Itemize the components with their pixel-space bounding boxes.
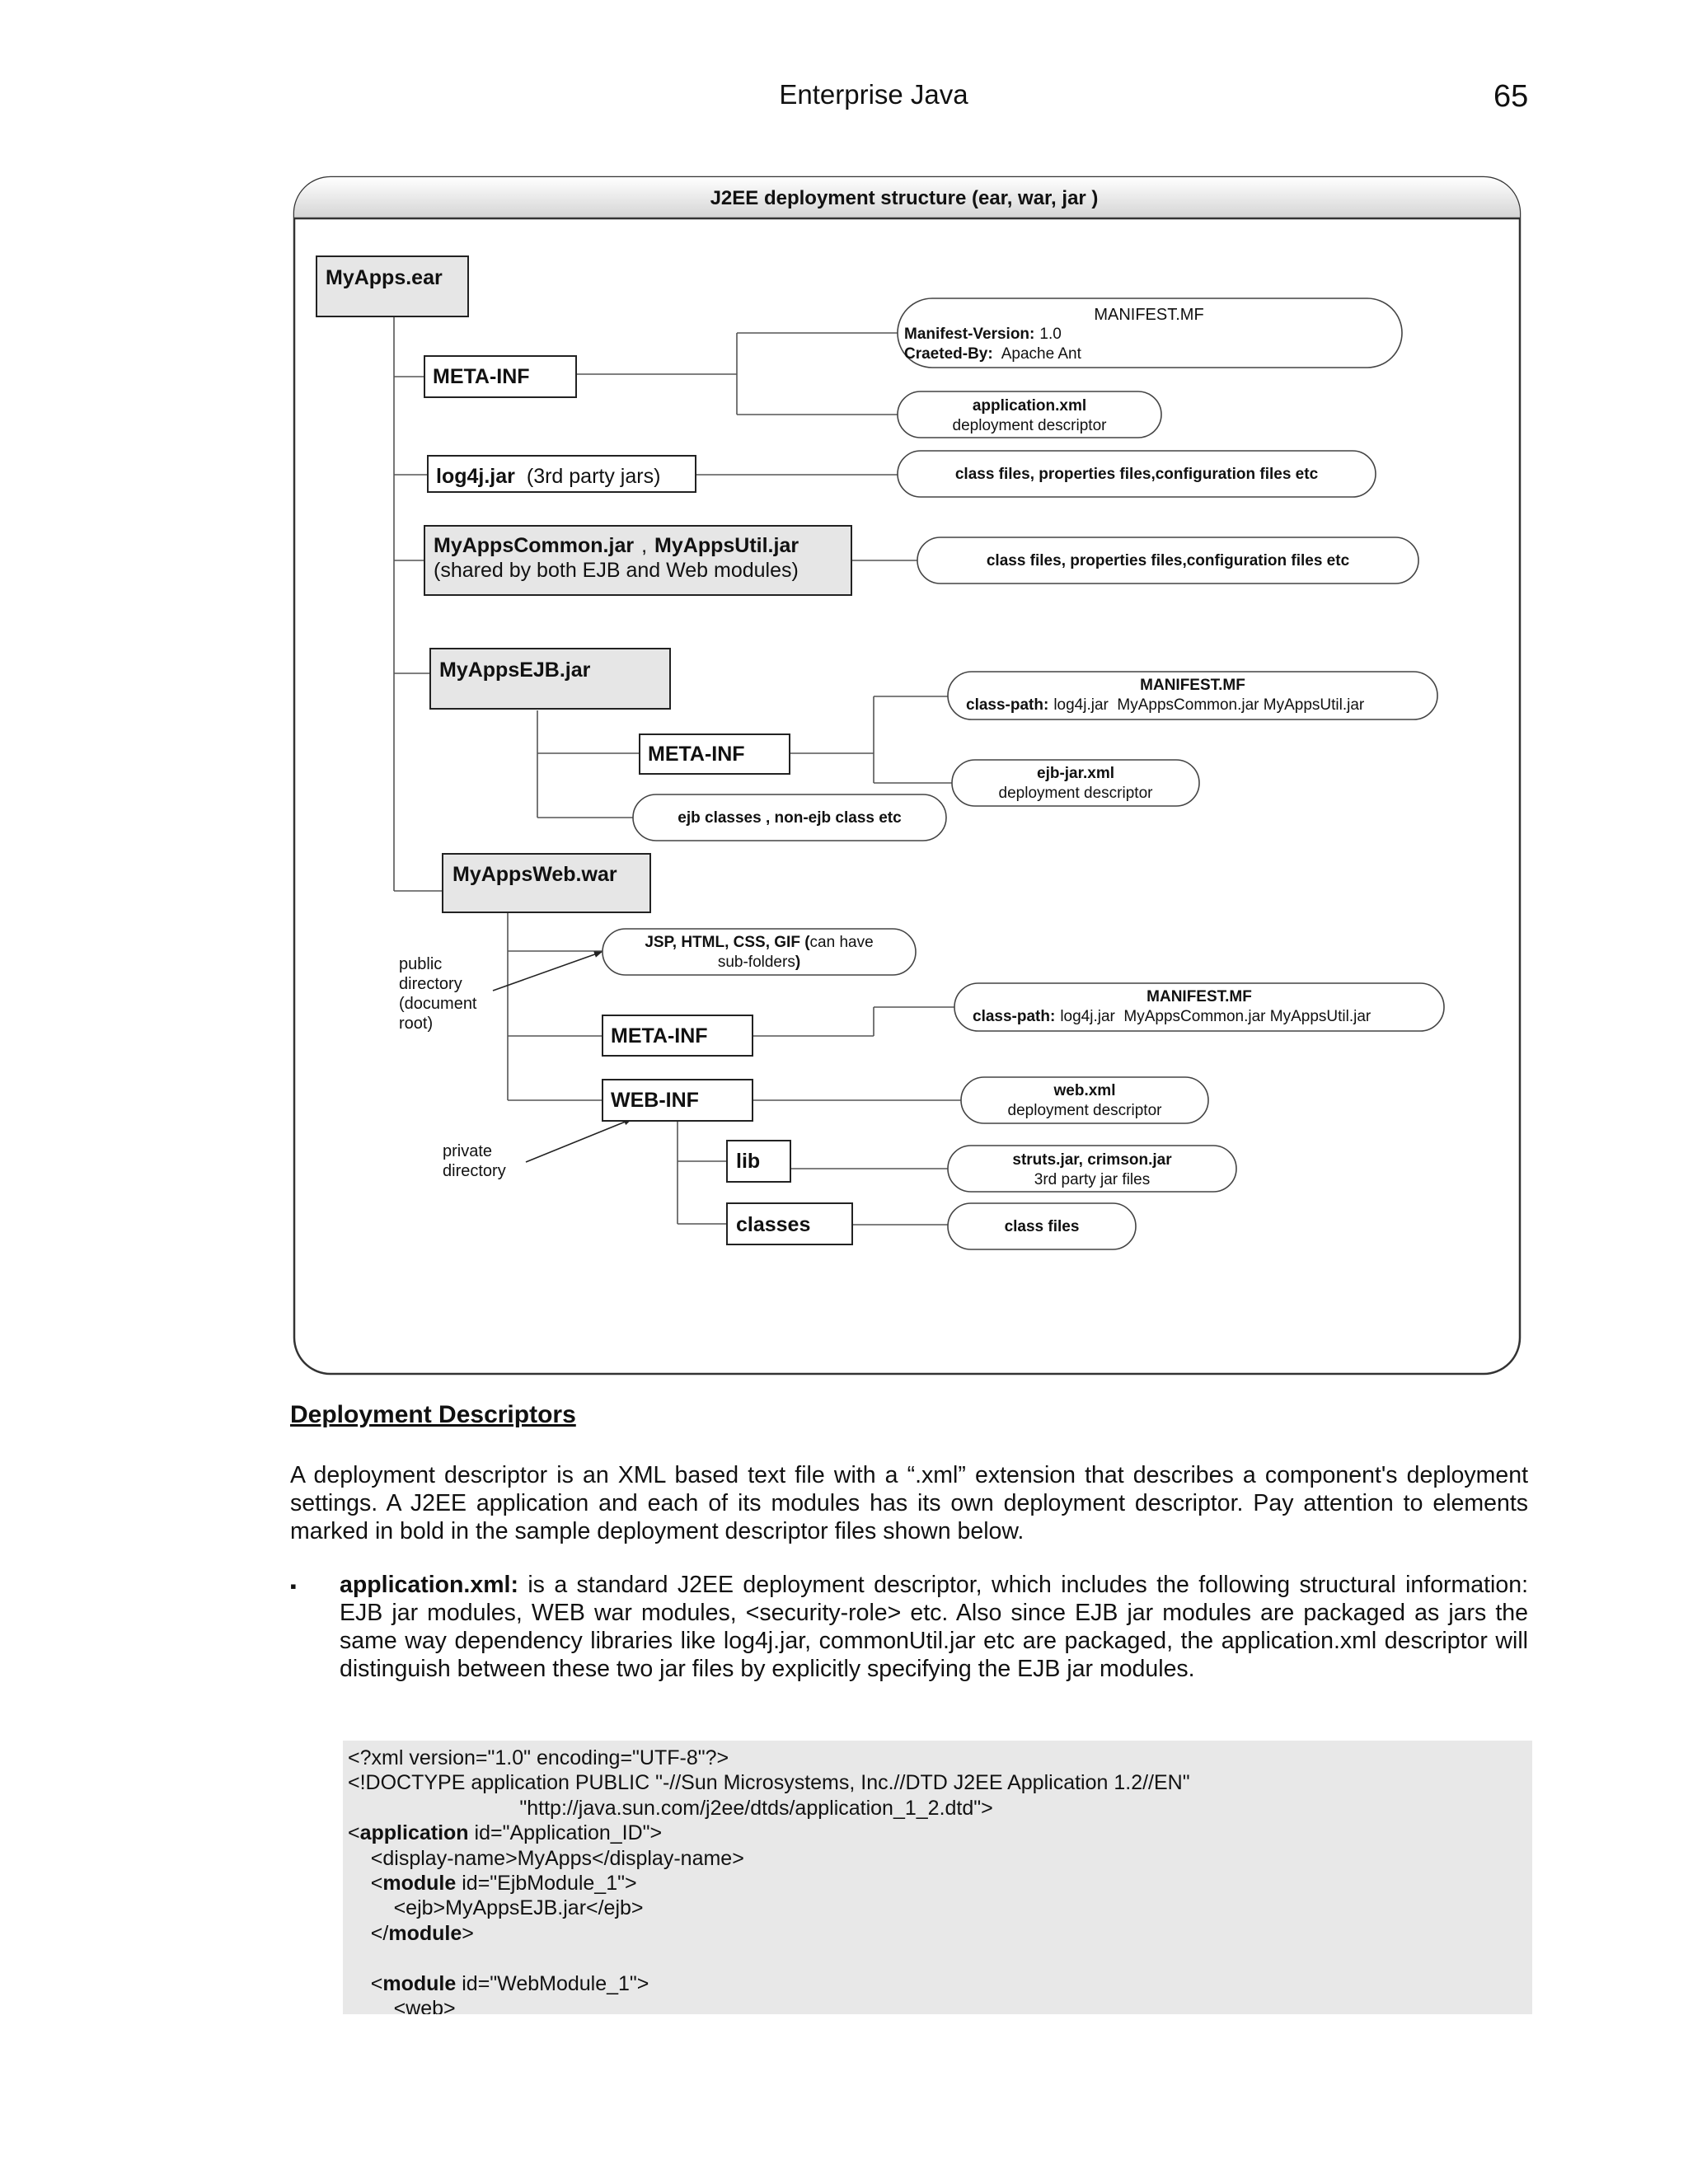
code-keyword: module xyxy=(382,1871,457,1895)
ejb-jar-xml-desc: deployment descriptor xyxy=(998,785,1153,802)
code-token: < xyxy=(348,1871,383,1895)
web-classpath-value: log4j.jar MyAppsCommon.jar MyAppsUtil.jar xyxy=(1060,1008,1372,1025)
public-label-line: (document xyxy=(399,995,477,1013)
classes-label: classes xyxy=(736,1213,811,1236)
log4j-note: (3rd party jars) xyxy=(526,465,661,488)
code-line: <display-name>MyApps</display-name> xyxy=(348,1846,744,1870)
web-xml-desc: deployment descriptor xyxy=(1007,1102,1162,1119)
bullet-icon: ▪ xyxy=(290,1576,297,1596)
lib-label: lib xyxy=(736,1150,761,1173)
log4j-contents-text: class files, properties files,configuration files etc xyxy=(954,466,1319,483)
diagram-title: J2EE deployment structure (ear, war, jar ) xyxy=(710,187,1099,209)
web-war-label: MyAppsWeb.war xyxy=(452,863,617,886)
ejb-classpath-value: log4j.jar MyAppsCommon.jar MyAppsUtil.jar xyxy=(1053,696,1365,714)
code-line xyxy=(348,1921,1532,1946)
code-token: id="WebModule_1"> xyxy=(456,1971,649,1995)
web-manifest-classpath xyxy=(973,1008,1372,1025)
intro-paragraph: A deployment descriptor is an XML based text file with a “.xml” extension that describes a component's deployment settings. A J2EE application and each of its modules has its own deployment descriptor. Pay attention to elements marked in bold in the sample deployment descriptor files shown below. xyxy=(290,1462,1528,1544)
jsp-subfolders: sub-folders xyxy=(717,954,795,971)
code-line xyxy=(348,1821,1532,1845)
common-jar-name: MyAppsCommon.jar xyxy=(434,534,635,557)
code-line xyxy=(348,1971,1532,1996)
struts-desc: 3rd party jar files xyxy=(1034,1171,1151,1188)
manifest-created-value: Apache Ant xyxy=(1001,345,1081,363)
jsp-line2 xyxy=(718,954,800,971)
web-meta-inf-label: META-INF xyxy=(611,1024,708,1047)
web-classpath-key: class-path: xyxy=(973,1008,1056,1025)
code-line: <web> xyxy=(348,1996,456,2014)
public-label-line: root) xyxy=(399,1015,434,1033)
struts-name: struts.jar, crimson.jar xyxy=(1012,1151,1172,1169)
page-number: 65 xyxy=(1493,79,1529,114)
manifest-created-key: Craeted-By: xyxy=(904,345,993,363)
ear-manifest-title: MANIFEST.MF xyxy=(1094,306,1204,324)
application-xml-name: application.xml xyxy=(972,397,1087,415)
jsp-note: can have xyxy=(809,934,874,951)
code-token: > xyxy=(462,1921,474,1945)
manifest-version-value: 1.0 xyxy=(1039,326,1062,343)
code-line: <!DOCTYPE application PUBLIC "-//Sun Microsystems, Inc.//DTD J2EE Application 1.2//EN" xyxy=(348,1771,1190,1795)
section-title: Deployment Descriptors xyxy=(290,1401,576,1428)
ejb-jar-xml-name: ejb-jar.xml xyxy=(1037,765,1114,782)
code-token: < xyxy=(348,1971,383,1995)
private-label-line: directory xyxy=(443,1162,506,1180)
common-jars-contents-text: class files, properties files,configuration files etc xyxy=(986,552,1350,569)
bullet-text: is a standard J2EE deployment descriptor, which includes the following structural information: EJB jar modules, WEB war modules, <security-role> etc. Also since EJB jar modules are packaged as jars the same way dependency libraries like log4j.jar, commonUtil.jar etc are packaged, the application.xml descriptor will distinguish between these two jar files by explicitly specifying the EJB jar modules. xyxy=(340,1572,1528,1682)
ejb-classpath-key: class-path: xyxy=(966,696,1049,714)
ejb-manifest-title: MANIFEST.MF xyxy=(1140,677,1245,694)
code-token: </ xyxy=(348,1921,389,1945)
util-jar-name: MyAppsUtil.jar xyxy=(654,534,799,557)
application-xml-bullet xyxy=(340,1571,1528,1683)
jsp-types: JSP, HTML, CSS, GIF ( xyxy=(645,934,810,951)
code-token: id="Application_ID"> xyxy=(468,1821,663,1845)
bullet-term: application.xml: xyxy=(340,1572,518,1598)
log4j-name: log4j.jar xyxy=(436,465,515,488)
code-line: <ejb>MyAppsEJB.jar</ejb> xyxy=(348,1896,644,1920)
ejb-classes-text: ejb classes , non-ejb class etc xyxy=(678,809,902,827)
ear-label: MyApps.ear xyxy=(326,266,443,289)
code-line xyxy=(348,1871,1532,1896)
code-line: <?xml version="1.0" encoding="UTF-8"?> xyxy=(348,1746,729,1769)
common-jars-line2: (shared by both EJB and Web modules) xyxy=(434,559,799,582)
running-header-title: Enterprise Java xyxy=(779,79,968,110)
ejb-manifest-classpath xyxy=(966,696,1365,714)
common-jar-sep: , xyxy=(641,534,648,557)
jsp-line1 xyxy=(645,934,873,951)
code-token: id="EjbModule_1"> xyxy=(456,1871,637,1895)
jsp-close: ) xyxy=(795,954,801,971)
code-keyword: module xyxy=(388,1921,462,1945)
log4j-label xyxy=(436,465,660,488)
class-files-text: class files xyxy=(1004,1218,1080,1235)
ear-meta-inf-label: META-INF xyxy=(433,365,530,388)
application-xml-desc: deployment descriptor xyxy=(952,417,1107,434)
web-manifest-title: MANIFEST.MF xyxy=(1146,988,1252,1005)
code-keyword: application xyxy=(359,1821,469,1845)
code-keyword: module xyxy=(382,1971,457,1995)
code-sample xyxy=(343,1741,1532,2014)
ejb-meta-inf-label: META-INF xyxy=(648,743,745,766)
code-line xyxy=(348,1946,1532,1971)
public-label-line: public xyxy=(399,955,443,973)
common-jars-line1 xyxy=(434,534,799,557)
code-token: < xyxy=(348,1821,360,1845)
public-label-line: directory xyxy=(399,975,462,993)
ejb-jar-label: MyAppsEJB.jar xyxy=(439,658,591,682)
private-label-line: private xyxy=(443,1142,493,1160)
web-inf-label: WEB-INF xyxy=(611,1089,699,1112)
code-line: "http://java.sun.com/j2ee/dtds/application_1_2.dtd"> xyxy=(348,1796,993,1820)
web-xml-name: web.xml xyxy=(1053,1082,1116,1099)
manifest-version-key: Manifest-Version: xyxy=(904,326,1035,343)
